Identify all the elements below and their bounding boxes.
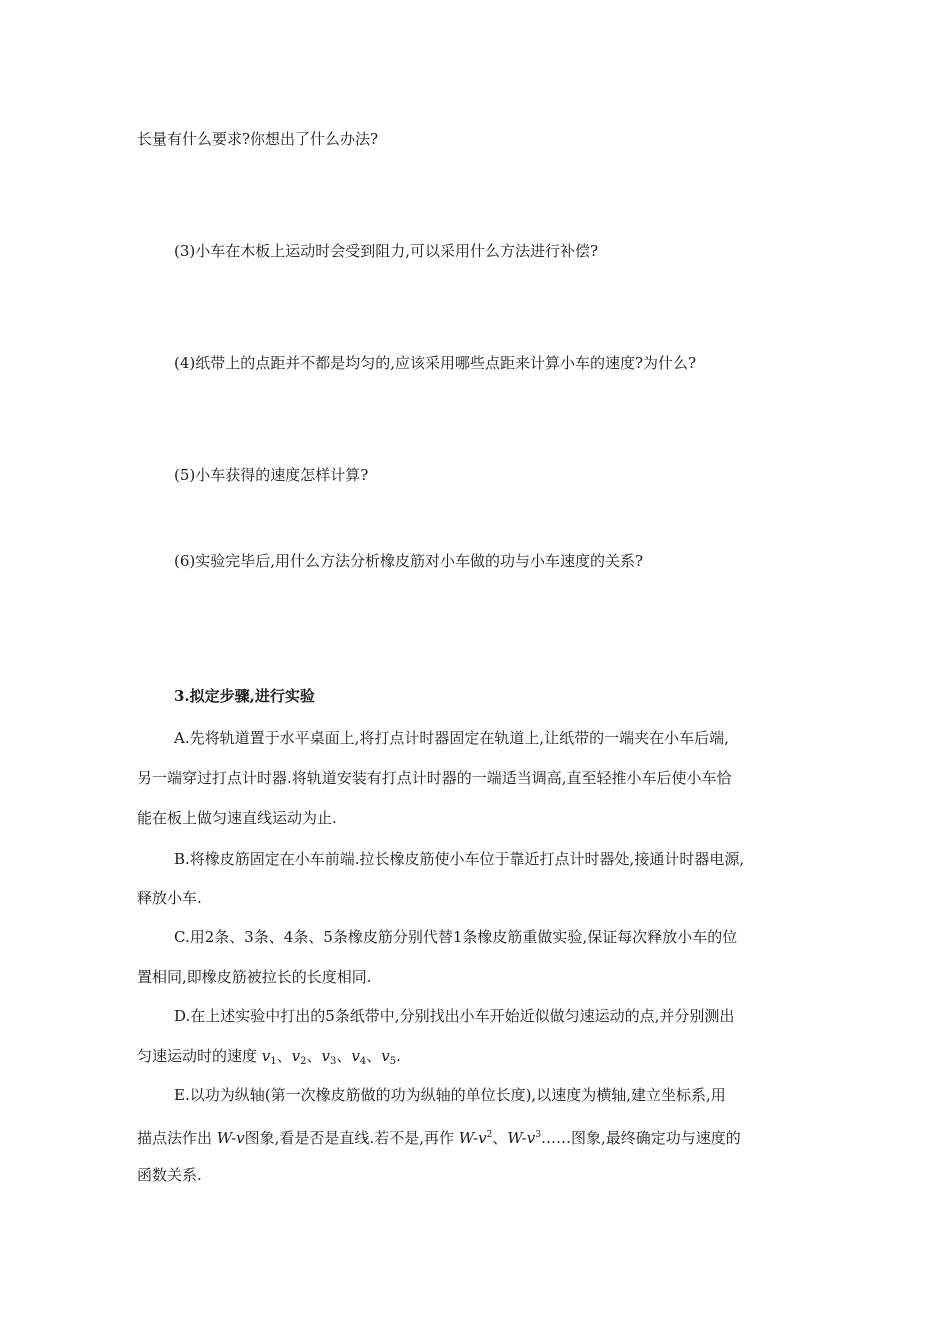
step-e-text-b: 图象,看是否是直线.若不是,再作 [244, 1129, 459, 1147]
subscript-3: 3 [330, 1056, 337, 1067]
question-3: (3)小车在木板上运动时会受到阻力,可以采用什么方法进行补偿? [174, 242, 599, 260]
step-e-text-a: 描点法作出 [137, 1129, 217, 1147]
separator: 、 [366, 1047, 382, 1065]
step-d-line1: D.在上述实验中打出的5条纸带中,分别找出小车开始近似做匀速运动的点,并分别测出 [174, 1007, 735, 1025]
step-e-line1: E.以功为纵轴(第一次橡皮筋做的功为纵轴的单位长度),以速度为横轴,建立坐标系,用 [174, 1086, 726, 1104]
step-a-line3: 能在板上做匀速直线运动为止. [137, 809, 337, 827]
separator: 、 [492, 1129, 508, 1147]
step-c-line1: C.用2条、3条、4条、5条橡皮筋分别代替1条橡皮筋重做实验,保证每次释放小车的位 [174, 928, 738, 946]
step-b-line2: 释放小车. [137, 889, 202, 907]
question-6: (6)实验完毕后,用什么方法分析橡皮筋对小车做的功与小车速度的关系? [174, 552, 644, 570]
period: . [396, 1047, 401, 1065]
step-d-prefix: 匀速运动时的速度 [137, 1047, 262, 1065]
step-a-line2: 另一端穿过打点计时器.将轨道安装有打点计时器的一端适当调高,直至轻推小车后使小车恰 [137, 769, 732, 787]
step-e-line2 [137, 1125, 741, 1148]
velocity-v3: v [321, 1047, 331, 1065]
step-e-line3: 函数关系. [137, 1166, 202, 1184]
subscript-2: 2 [300, 1056, 307, 1067]
question-4: (4)纸带上的点距并不都是均匀的,应该采用哪些点距来计算小车的速度?为什么? [174, 354, 697, 372]
exponent-3: 3 [535, 1130, 541, 1140]
step-c-line2: 置相同,即橡皮筋被拉长的长度相同. [137, 968, 372, 986]
velocity-v2: v [291, 1047, 301, 1065]
step-a-line1: A.先将轨道置于水平桌面上,将打点计时器固定在轨道上,让纸带的一端夹在小车后端, [174, 729, 729, 747]
w-v3-formula: W-v [507, 1129, 536, 1147]
separator: 、 [306, 1047, 322, 1065]
subscript-4: 4 [359, 1056, 367, 1067]
velocity-v4: v [351, 1047, 360, 1065]
w-v-formula: W-v [216, 1129, 245, 1147]
step-d-line2 [137, 1046, 401, 1072]
intro-line: 长量有什么要求?你想出了什么办法? [137, 130, 379, 148]
step-e-text-c: ……图象,最终确定功与速度的 [540, 1129, 741, 1147]
section-heading: 3.拟定步骤,进行实验 [174, 687, 315, 705]
exponent-2: 2 [486, 1130, 493, 1140]
w-v2-formula: W-v [458, 1129, 487, 1147]
separator: 、 [336, 1047, 352, 1065]
subscript-1: 1 [270, 1056, 277, 1067]
subscript-5: 5 [389, 1056, 397, 1067]
step-b-line1: B.将橡皮筋固定在小车前端.拉长橡皮筋使小车位于靠近打点计时器处,接通计时器电源, [174, 850, 745, 868]
separator: 、 [276, 1047, 292, 1065]
question-5: (5)小车获得的速度怎样计算? [174, 466, 369, 484]
velocity-v1: v [261, 1047, 271, 1065]
velocity-v5: v [381, 1047, 390, 1065]
